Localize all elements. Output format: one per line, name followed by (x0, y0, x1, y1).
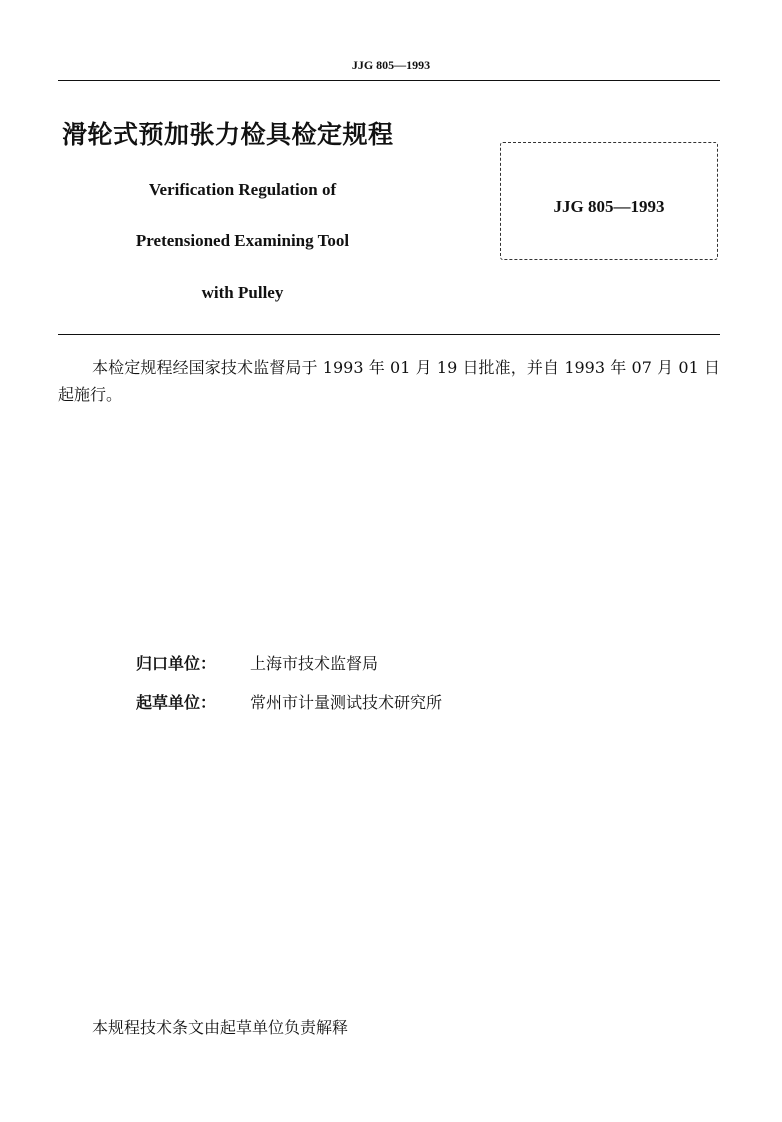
title-english-line2: Pretensioned Examining Tool (135, 231, 350, 250)
title-divider (58, 334, 720, 335)
drafting-unit-row (136, 690, 442, 713)
drafting-unit-value: 常州市计量测试技术研究所 (250, 693, 443, 712)
interpretation-note: 本规程技术条文由起草单位负责解释 (92, 1018, 349, 1037)
title-english-line3: with Pulley (201, 283, 284, 302)
title-chinese: 滑轮式预加张力检具检定规程 (62, 120, 394, 149)
title-english-line1: Verification Regulation of (148, 180, 337, 199)
responsible-unit-value: 上海市技术监督局 (250, 654, 379, 673)
code-box-code: JJG 805—1993 (553, 197, 665, 216)
drafting-unit-label: 起草单位： (136, 693, 217, 712)
responsible-unit-row (136, 651, 378, 674)
header-divider (58, 80, 720, 81)
approval-paragraph: 本检定规程经国家技术监督局于 1993 年 01 月 19 日批准，并自 1993 年 07 月 01 日起施行。 (58, 358, 720, 404)
responsible-unit-label: 归口单位： (136, 654, 217, 673)
header-standard-code: JJG 805—1993 (351, 58, 431, 72)
